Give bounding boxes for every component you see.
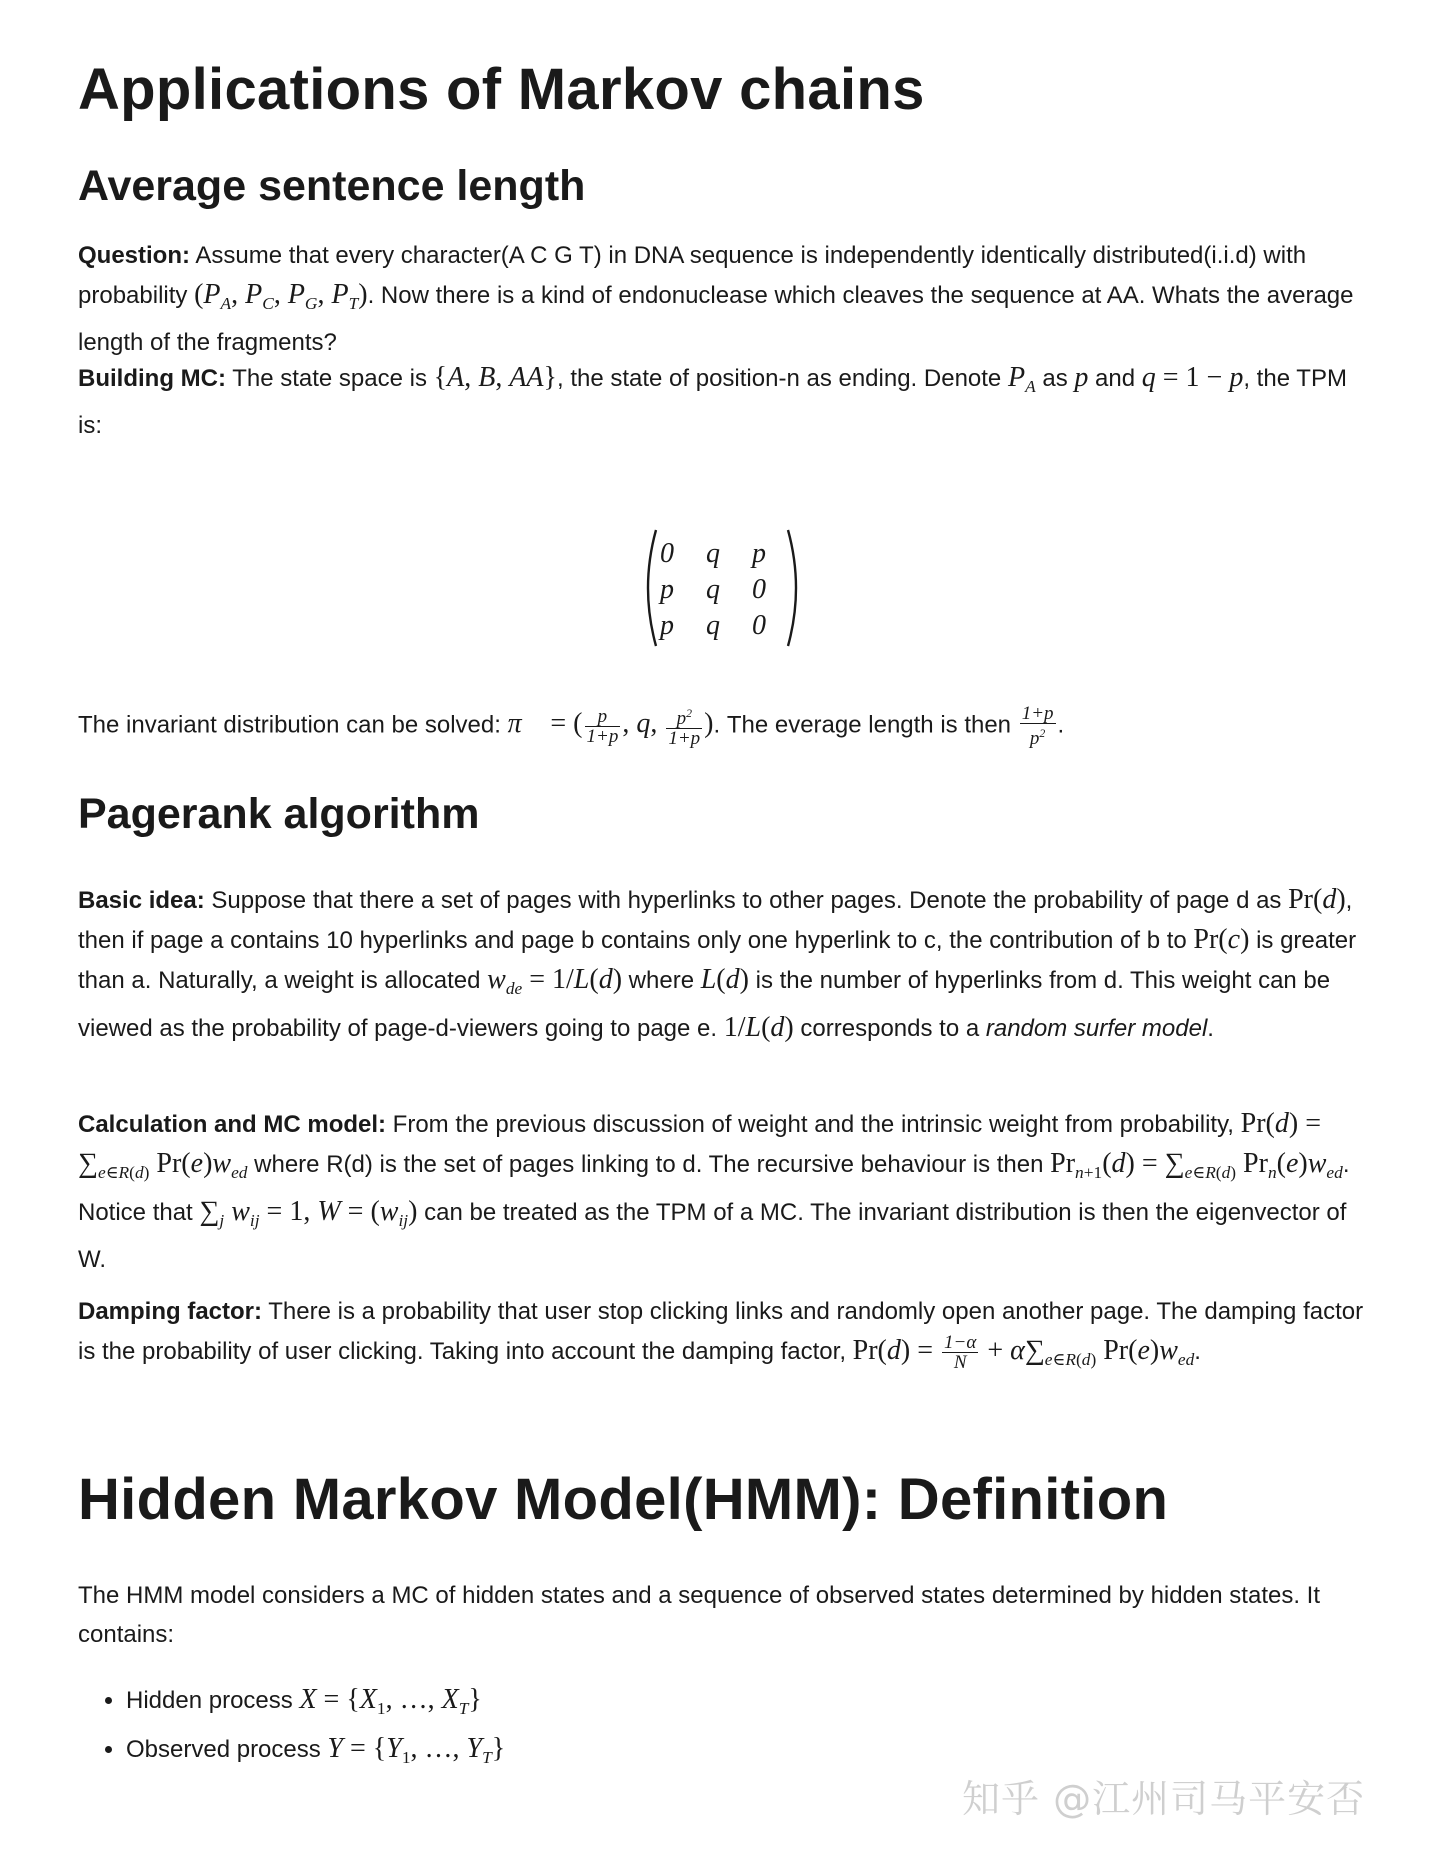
- page-title: Applications of Markov chains: [78, 57, 925, 122]
- math-PA: $P_A$: [1007, 362, 1036, 397]
- list-item: • Observed process $Y = \{Y_1$, …, $Y_T$}: [126, 1729, 1366, 1778]
- section-heading-average-sentence-length: Average sentence length: [78, 162, 586, 210]
- watermark: 知乎 @江州司马平安否: [962, 1777, 1366, 1821]
- calculation-paragraph: Calculation and MC model: From the previous discussion of weight and the intrinsic weight from probability, $Pr(d) = \sum_{e\in R(d)}$ $Pr(e)w_{ed}$ where R(d) is the set of pages linking to d. The recursive behaviour is then $Pr_{n+1}(d) = \sum_{e\in R(d)}$ $Pr_n(e)w_{ed}$. Notice that $\sum_j$ $w_{ij} = 1$, $W = (w_{ij})$ can be treated as the TPM of a MC. The invariant distribution is then the eigenvector of W.: [78, 1108, 1350, 1274]
- building-mc-label: Building MC:: [78, 365, 226, 392]
- calculation-label: Calculation and MC model:: [78, 1111, 387, 1138]
- matrix-cell: q: [706, 610, 720, 641]
- math-pi-vector: π⃗ = ( $\frac{p}{1+p}$ , q, $\frac{p^2}{1+p}$ ): [507, 705, 714, 750]
- hmm-components-list: [78, 1680, 1366, 1778]
- building-mc-paragraph: Building MC: The state space is {A, B, AA}, the state of position-n as ending. Denote $P_A$ as p and q = 1 − p, the TPM is:: [78, 362, 1347, 440]
- matrix-cell: q: [706, 574, 720, 605]
- math-prob-vector: ($P_A$, $P_C$, $P_G$, $P_T$): [194, 279, 368, 314]
- section-heading-pagerank: Pagerank algorithm: [78, 790, 480, 838]
- hmm-intro-paragraph: The HMM model considers a MC of hidden states and a sequence of observed states determined by hidden states. It contains:: [78, 1582, 1321, 1648]
- matrix-cell: 0: [752, 610, 766, 641]
- question-paragraph: Question: Assume that every character(A C G T) in DNA sequence is independently identically distributed(i.i.d) with probability ($P_A$, $P_C$, $P_G$, $P_T$). Now there is a kind of endonuclease which cleaves the sequence at AA. Whats the average length of the fragments?: [78, 242, 1354, 357]
- math-state-space: {A, B, AA}: [433, 362, 557, 393]
- matrix-cell: p: [752, 538, 766, 569]
- section-heading-hmm: Hidden Markov Model(HMM): Definition: [78, 1467, 1169, 1532]
- matrix-cell: p: [660, 610, 674, 641]
- invariant-distribution-paragraph: The invariant distribution can be solved: π⃗ = ( $\frac{p}{1+p}$ , q, $\frac{p^2}{1+p}$ ). The everage length is then $\frac{1+p}{p^2}$ .: [78, 703, 1065, 750]
- damping-factor-paragraph: Damping factor: There is a probability that user stop clicking links and randomly open another page. The damping factor is the probability of user clicking. Taking into account the damping factor, Pr(d) = $\frac{1-\alpha}{N}$ + $\alpha\sum_{e\in R(d)}$ $Pr(e)w_{ed}$.: [78, 1298, 1364, 1374]
- math-average-length: $\frac{1+p}{p^2}$: [1021, 703, 1054, 750]
- tpm-matrix: [642, 526, 802, 650]
- list-item: • Hidden process $X = \{X_1$, …, $X_T$}: [126, 1680, 1366, 1729]
- random-surfer-model-text: random surfer model: [985, 1015, 1208, 1043]
- damping-factor-label: Damping factor:: [78, 1298, 263, 1325]
- matrix-cell: 0: [660, 538, 674, 569]
- matrix-cell: 0: [752, 574, 766, 605]
- math-q-def: q = 1 − p: [1141, 362, 1244, 393]
- basic-idea-label: Basic idea:: [78, 887, 205, 914]
- matrix-cell: p: [660, 574, 674, 605]
- question-label: Question:: [78, 242, 190, 269]
- matrix-cell: q: [706, 538, 720, 569]
- basic-idea-paragraph: Basic idea: Suppose that there a set of pages with hyperlinks to other pages. Denote the probability of page d as Pr(d), then if page a contains 10 hyperlinks and page b contains only one hyperlink to c, the contribution of b to Pr(c) is greater than a. Naturally, a weight is allocated $w_{de} = 1/L(d)$ where L(d) is the number of hyperlinks from d. This weight can be viewed as the probability of page-d-viewers going to page e. 1/L(d) corresponds to a random surfer model.: [78, 884, 1357, 1044]
